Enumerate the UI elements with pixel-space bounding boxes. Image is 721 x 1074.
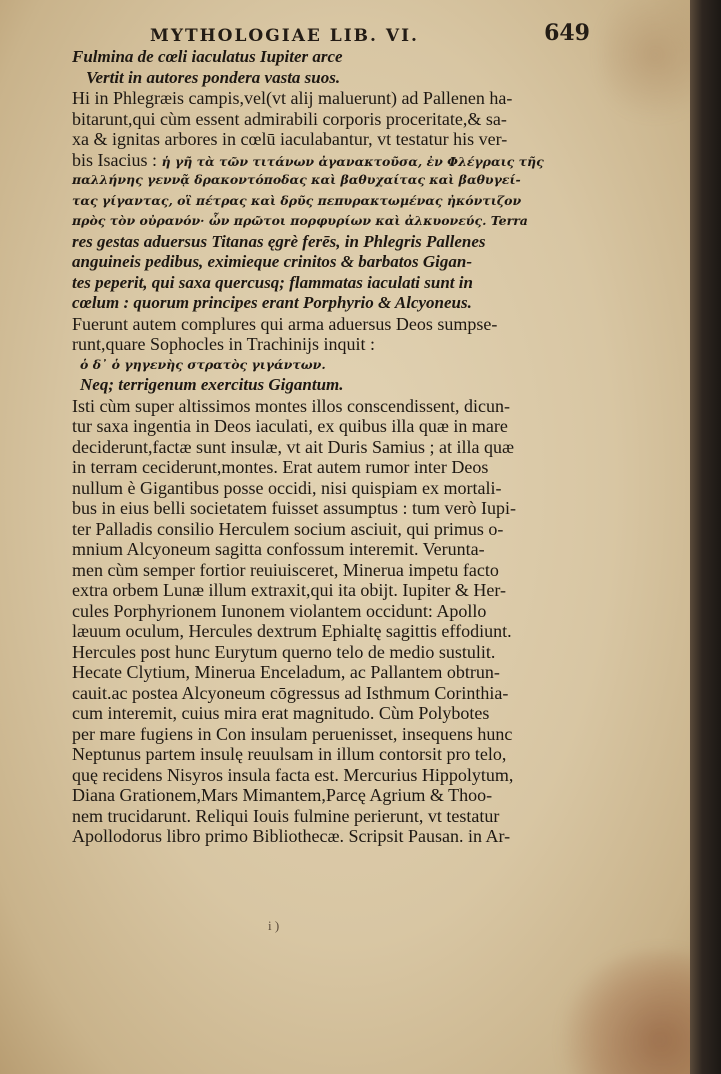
greek-line: τας γίγαντας, οἳ πέτρας καὶ δρῦς πεπυρακτωμένας ἠκόντιζον bbox=[72, 192, 522, 208]
body-line: bus in eius belli societatem fuisset assumptus : tum verò Iupi- bbox=[72, 498, 516, 518]
book-gutter bbox=[690, 0, 721, 1074]
verse-line: Fulmina de cœli iaculatus Iupiter arce bbox=[72, 47, 343, 66]
body-line: xa & ignitas arbores in cœlū iaculabantur, vt testatur his ver- bbox=[72, 129, 508, 149]
verse-line: Vertit in autores pondera vasta suos. bbox=[86, 67, 341, 87]
page-number: 649 bbox=[544, 20, 590, 46]
body-line: in terram ceciderunt,montes. Erat autem rumor inter Deos bbox=[72, 457, 489, 477]
translation-line: res gestas aduersus Titanas ęgrè ferēs, in Phlegris Pallenes bbox=[72, 231, 486, 251]
body-line: Hercules post hunc Eurytum querno telo de medio sustulit. bbox=[72, 641, 496, 662]
body-line: læuum oculum, Hercules dextrum Ephialtę sagittis effodiunt. bbox=[72, 621, 512, 641]
body-line: cules Porphyrionem Iunonem violantem occidunt: Apollo bbox=[72, 600, 487, 621]
body-line: Isti cùm super altissimos montes illos conscendissent, dicun- bbox=[72, 395, 510, 416]
body-line: mnium Alcyoneum sagitta confossum interemit. Verunta- bbox=[72, 539, 485, 559]
body-line: tur saxa ingentia in Deos iaculati, ex quibus illa quæ in mare bbox=[72, 416, 508, 436]
paper-stain-top bbox=[600, 0, 690, 130]
body-line: Neptunus partem insulę reuulsam in illum contorsit pro telo, bbox=[72, 744, 507, 764]
body-line-mixed bbox=[72, 149, 544, 171]
body-line: ter Palladis consilio Herculem socium asciuit, qui primus o- bbox=[72, 518, 504, 539]
greek-line: παλλήνης γεννᾷ δρακοντόποδας καὶ βαθυχαίτας καὶ βαθυγεί- bbox=[72, 172, 521, 187]
body-line: per mare fugiens in Con insulam peruenisset, insequens hunc bbox=[72, 723, 513, 744]
body-line: nem trucidarunt. Reliqui Iouis fulmine perierunt, vt testatur bbox=[72, 805, 500, 826]
quote-latin: Neq; terrigenum exercitus Gigantum. bbox=[80, 375, 344, 394]
translation-line: cœlum : quorum principes erant Porphyrio & Alcyoneus. bbox=[72, 293, 472, 312]
body-line: men cùm semper fortior reuiuisceret, Minerua impetu facto bbox=[72, 559, 499, 580]
greek-line: πρὸς τὸν οὐρανόν· ὧν πρῶτοι πορφυρίων καὶ ἀλκυονεύς. Terra bbox=[72, 213, 528, 228]
body-line: extra orbem Lunæ illum extraxit,qui ita obijt. Iupiter & Her- bbox=[72, 580, 507, 600]
footer-mark: i ) bbox=[268, 918, 280, 933]
running-head: MYTHOLOGIAE LIB. VI. bbox=[150, 26, 419, 46]
body-line: deciderunt,factæ sunt insulæ, vt ait Duris Samius ; at illa quæ bbox=[72, 436, 514, 457]
body-line: Apollodorus libro primo Bibliothecæ. Scripsit Pausan. in Ar- bbox=[72, 826, 511, 846]
translation-line: tes peperit, qui saxa quercusq; flammatas iaculati sunt in bbox=[72, 272, 473, 292]
body-line: cauit.ac postea Alcyoneum cōgressus ad Isthmum Corinthia- bbox=[72, 682, 509, 703]
translation-line: anguineis pedibus, eximieque crinitos & barbatos Gigan- bbox=[72, 252, 473, 271]
body-line: Fuerunt autem complures qui arma aduersus Deos sumpse- bbox=[72, 313, 498, 334]
body-line: bitarunt,qui cùm essent admirabili corporis proceritate,& sa- bbox=[72, 108, 507, 129]
body-line: nullum è Gigantibus posse occidi, nisi quispiam ex mortali- bbox=[72, 477, 502, 498]
greek-text: ἡ γῆ τὰ τῶν τιτάνων ἀγανακτοῦσα, ἐν Φλέγραις τῆς bbox=[161, 153, 544, 169]
body-line: runt,quare Sophocles in Trachinijs inquit : bbox=[72, 334, 375, 354]
body-line: quę recidens Nisyros insula facta est. Mercurius Hippolytum, bbox=[72, 764, 514, 785]
body-line: Hi in Phlegræis campis,vel(vt alij maluerunt) ad Pallenen ha- bbox=[72, 88, 513, 108]
body-line: Hecate Clytium, Minerua Enceladum, ac Pallantem obtrun- bbox=[72, 662, 500, 682]
paper-stain-bottom bbox=[560, 950, 690, 1074]
text-block bbox=[72, 47, 544, 847]
body-line: Diana Grationem,Mars Mimantem,Parcę Agrium & Thoo- bbox=[72, 785, 493, 805]
body-line: cum interemit, cuius mira erat magnitudo. Cùm Polybotes bbox=[72, 703, 490, 723]
body-text: bis Isacius : bbox=[72, 149, 162, 170]
quote-greek: ὁ δ᾽ ὁ γηγενὴς στρατὸς γιγάντων. bbox=[80, 356, 326, 372]
